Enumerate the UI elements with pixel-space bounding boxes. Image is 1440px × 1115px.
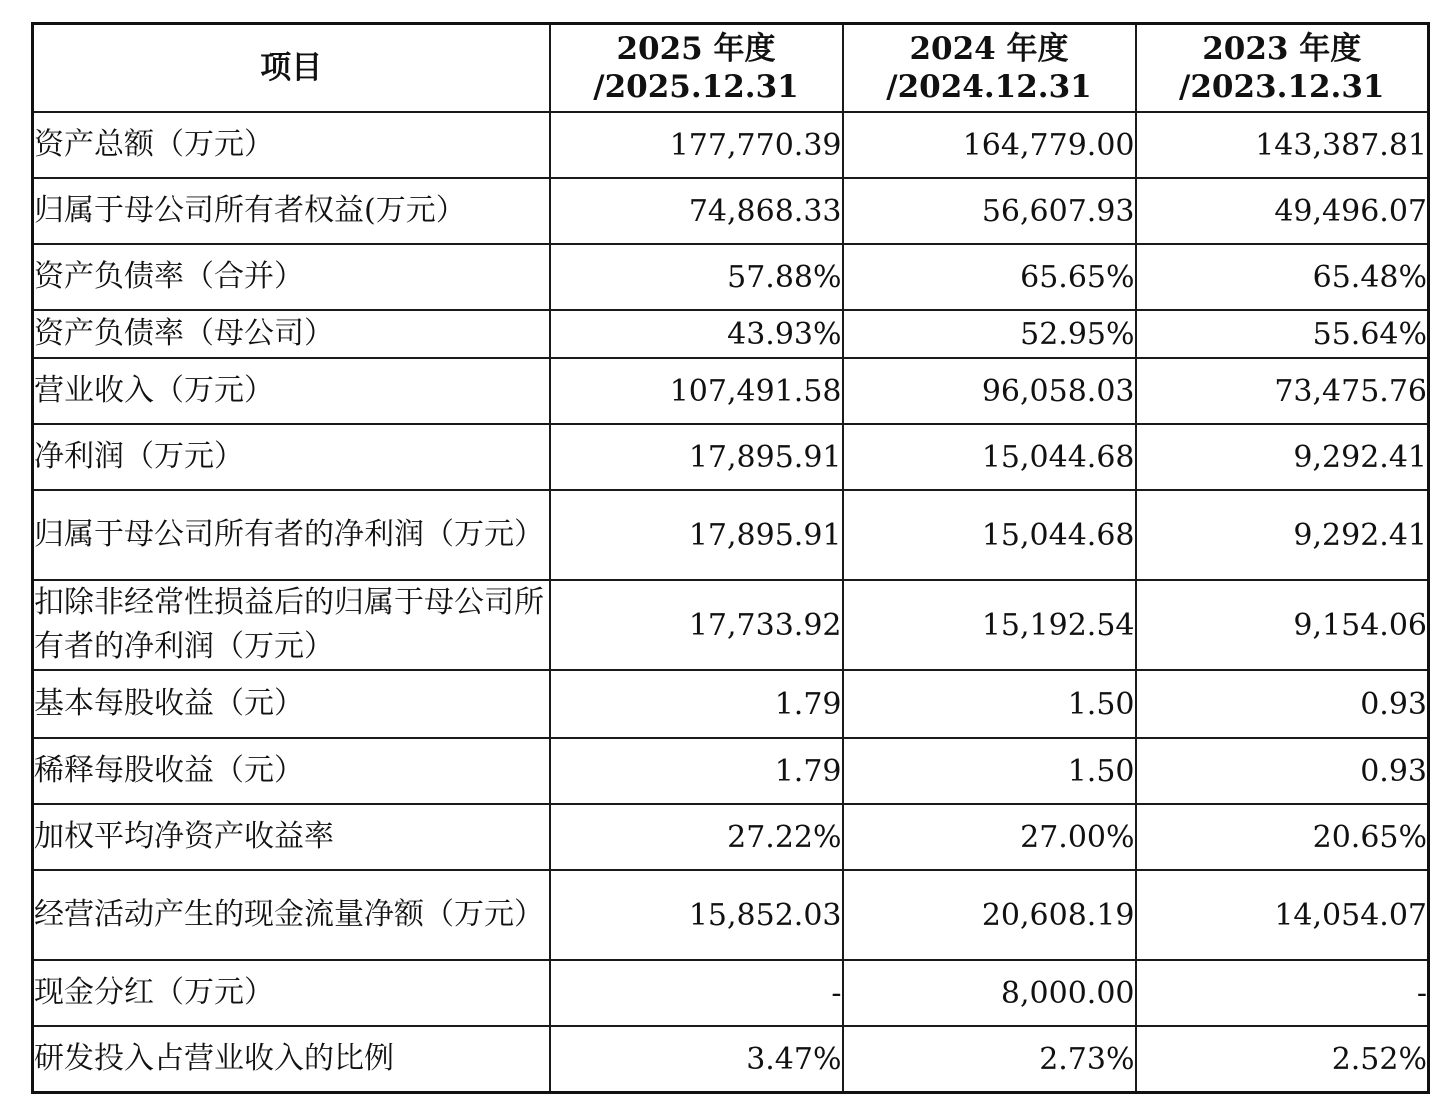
cell-2023: 49,496.07 (1136, 178, 1429, 244)
row-label: 扣除非经常性损益后的归属于母公司所有者的净利润（万元） (33, 580, 550, 670)
cell-2025: 57.88% (550, 244, 843, 310)
financial-summary-table (31, 22, 1430, 1094)
row-label: 归属于母公司所有者的净利润（万元） (33, 490, 550, 580)
table-row (33, 310, 1429, 358)
cell-2024: 20,608.19 (843, 870, 1136, 960)
header-2023: 2023 年度 /2023.12.31 (1136, 24, 1429, 113)
cell-2025: 74,868.33 (550, 178, 843, 244)
header-2024: 2024 年度 /2024.12.31 (843, 24, 1136, 113)
cell-2023: 2.52% (1136, 1026, 1429, 1093)
row-label: 加权平均净资产收益率 (33, 804, 550, 870)
row-label: 营业收入（万元） (33, 358, 550, 424)
cell-2024: 65.65% (843, 244, 1136, 310)
cell-2024: 96,058.03 (843, 358, 1136, 424)
cell-2023: - (1136, 960, 1429, 1026)
row-label: 归属于母公司所有者权益(万元） (33, 178, 550, 244)
cell-2023: 0.93 (1136, 738, 1429, 804)
table-row (33, 738, 1429, 804)
table-row (33, 804, 1429, 870)
cell-2025: 177,770.39 (550, 112, 843, 178)
cell-2023: 55.64% (1136, 310, 1429, 358)
cell-2025: 17,733.92 (550, 580, 843, 670)
table-row (33, 112, 1429, 178)
cell-2024: 27.00% (843, 804, 1136, 870)
cell-2023: 14,054.07 (1136, 870, 1429, 960)
cell-2024: 15,192.54 (843, 580, 1136, 670)
table-row (33, 870, 1429, 960)
cell-2023: 20.65% (1136, 804, 1429, 870)
cell-2024: 15,044.68 (843, 424, 1136, 490)
table-row (33, 670, 1429, 738)
cell-2025: 3.47% (550, 1026, 843, 1093)
cell-2023: 143,387.81 (1136, 112, 1429, 178)
row-label: 资产负债率（合并） (33, 244, 550, 310)
table-row (33, 424, 1429, 490)
cell-2025: 17,895.91 (550, 424, 843, 490)
cell-2024: 164,779.00 (843, 112, 1136, 178)
table-row (33, 490, 1429, 580)
header-2025: 2025 年度 /2025.12.31 (550, 24, 843, 113)
row-label: 资产总额（万元） (33, 112, 550, 178)
row-label: 净利润（万元） (33, 424, 550, 490)
cell-2025: - (550, 960, 843, 1026)
table-row (33, 244, 1429, 310)
row-label: 经营活动产生的现金流量净额（万元） (33, 870, 550, 960)
cell-2023: 0.93 (1136, 670, 1429, 738)
cell-2025: 1.79 (550, 670, 843, 738)
cell-2025: 1.79 (550, 738, 843, 804)
cell-2024: 2.73% (843, 1026, 1136, 1093)
cell-2023: 9,154.06 (1136, 580, 1429, 670)
cell-2024: 15,044.68 (843, 490, 1136, 580)
cell-2025: 17,895.91 (550, 490, 843, 580)
table-row (33, 1026, 1429, 1093)
table-row (33, 960, 1429, 1026)
cell-2025: 43.93% (550, 310, 843, 358)
table-row (33, 580, 1429, 670)
cell-2025: 15,852.03 (550, 870, 843, 960)
table-row (33, 178, 1429, 244)
table-header-row (33, 24, 1429, 113)
cell-2023: 73,475.76 (1136, 358, 1429, 424)
cell-2024: 8,000.00 (843, 960, 1136, 1026)
cell-2024: 1.50 (843, 738, 1136, 804)
cell-2024: 52.95% (843, 310, 1136, 358)
row-label: 稀释每股收益（元） (33, 738, 550, 804)
cell-2023: 9,292.41 (1136, 424, 1429, 490)
row-label: 资产负债率（母公司） (33, 310, 550, 358)
header-item: 项目 (33, 24, 550, 113)
row-label: 基本每股收益（元） (33, 670, 550, 738)
table-row (33, 358, 1429, 424)
row-label: 研发投入占营业收入的比例 (33, 1026, 550, 1093)
cell-2025: 107,491.58 (550, 358, 843, 424)
cell-2025: 27.22% (550, 804, 843, 870)
cell-2024: 1.50 (843, 670, 1136, 738)
cell-2023: 9,292.41 (1136, 490, 1429, 580)
row-label: 现金分红（万元） (33, 960, 550, 1026)
cell-2023: 65.48% (1136, 244, 1429, 310)
cell-2024: 56,607.93 (843, 178, 1136, 244)
